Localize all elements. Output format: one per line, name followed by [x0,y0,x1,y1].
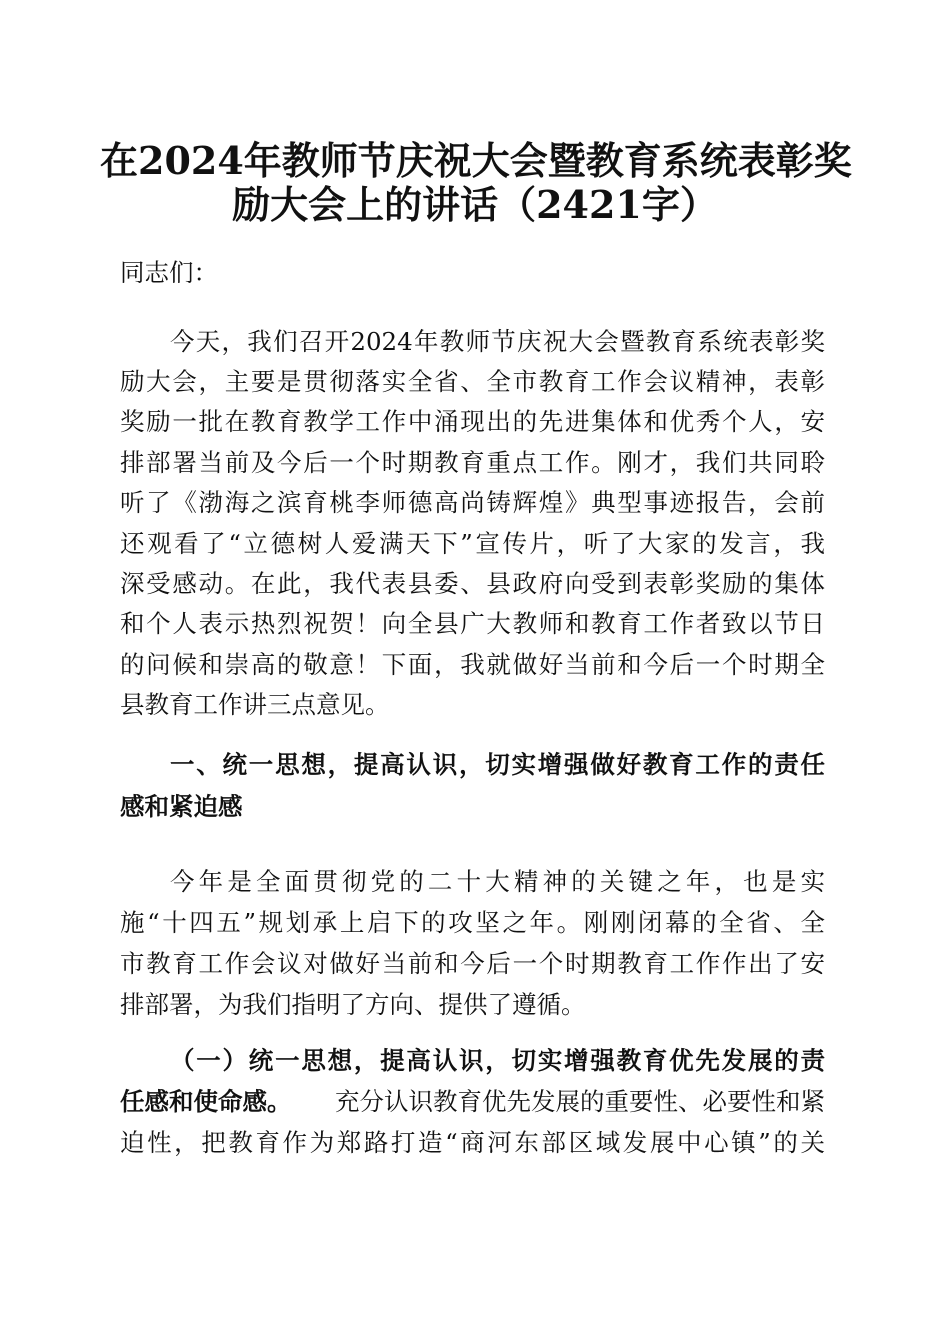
subsection-1-heading-tail: 任感和使命感。 [120,1087,292,1116]
subsection-1-heading-line: （一）统一思想，提高认识，切实增强教育优先发展的责 [170,1046,825,1075]
section-1-heading-line: 感和紧迫感 [120,792,243,821]
subsection-1-body-start: 充分认识教育优先发展的重要性、必要性和紧 [335,1087,825,1116]
paragraph-1-line: 励大会，主要是贯彻落实全省、全市教育工作会议精神，表彰 [120,367,825,396]
document-title-line-2: 励大会上的讲话（2421字） [232,182,718,227]
paragraph-2-line: 排部署，为我们指明了方向、提供了遵循。 [120,990,586,1019]
subsection-1-body-line: 迫性，把教育作为郑路打造“商河东部区域发展中心镇”的关 [120,1128,825,1157]
subsection-1-mixed-line [120,1082,825,1122]
paragraph-2-line: 施“十四五”规划承上启下的攻坚之年。刚刚闭幕的全省、全 [120,908,825,937]
paragraph-1-line: 奖励一批在教育教学工作中涌现出的先进集体和优秀个人，安 [120,407,825,436]
document-title-line-1: 在2024年教师节庆祝大会暨教育系统表彰奖 [100,138,852,183]
paragraph-2-line: 市教育工作会议对做好当前和今后一个时期教育工作作出了安 [120,949,825,978]
paragraph-2-line: 今年是全面贯彻党的二十大精神的关键之年，也是实 [170,867,825,896]
paragraph-1-line: 排部署当前及今后一个时期教育重点工作。刚才，我们共同聆 [120,448,825,477]
paragraph-1-line: 深受感动。在此，我代表县委、县政府向受到表彰奖励的集体 [120,569,825,598]
section-1-heading-line: 一、统一思想，提高认识，切实增强做好教育工作的责任 [170,750,825,779]
paragraph-1-line: 听了《渤海之滨育桃李师德高尚铸辉煌》典型事迹报告，会前 [120,488,825,517]
paragraph-1-line: 的问候和崇高的敬意！下面，我就做好当前和今后一个时期全 [120,650,825,679]
paragraph-1-line: 县教育工作讲三点意见。 [120,690,390,719]
salutation: 同志们： [120,258,218,287]
paragraph-1-line: 还观看了“立德树人爱满天下”宣传片，听了大家的发言，我 [120,529,825,558]
paragraph-1-line: 今天，我们召开2024年教师节庆祝大会暨教育系统表彰奖 [170,327,825,356]
paragraph-1-line: 和个人表示热烈祝贺！向全县广大教师和教育工作者致以节日 [120,609,825,638]
